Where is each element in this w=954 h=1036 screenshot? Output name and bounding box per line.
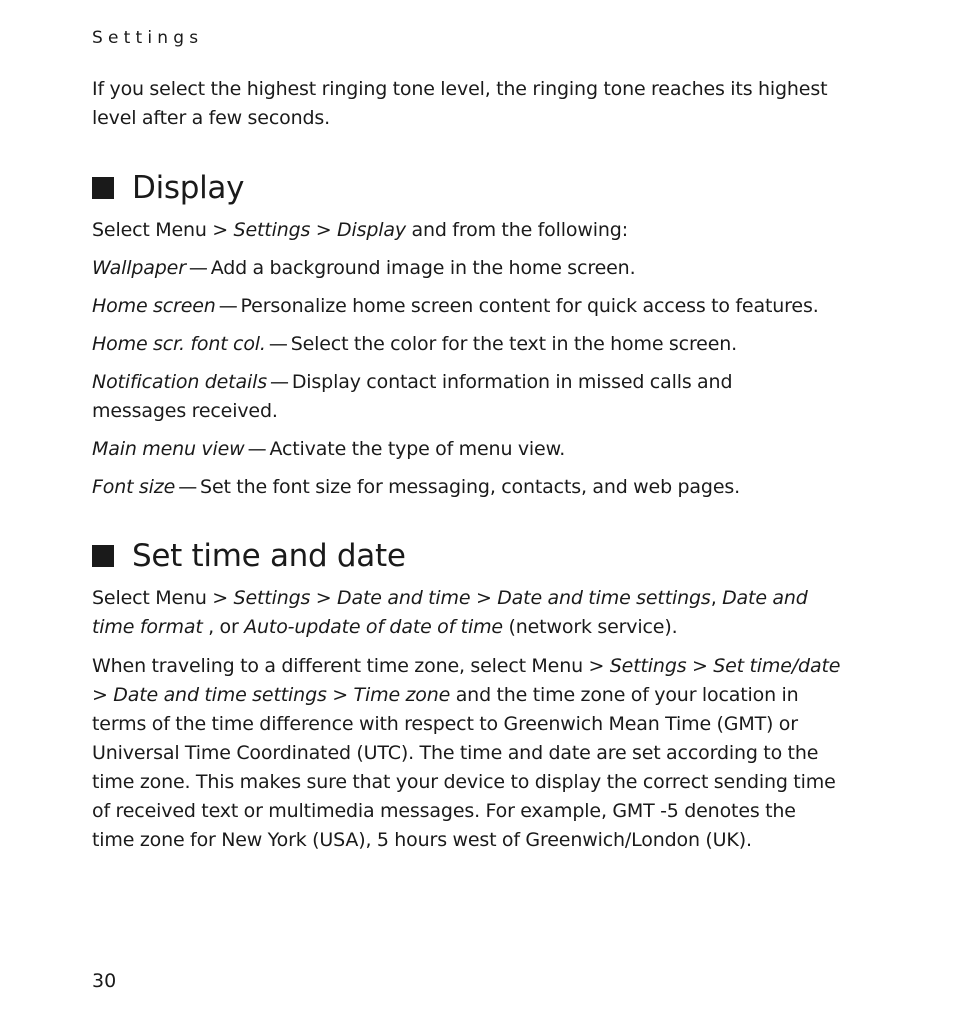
time-zone-label: Time zone (353, 684, 451, 706)
em-dash: — (218, 295, 238, 317)
page-number: 30 (92, 970, 117, 992)
text-select: Select (92, 587, 156, 609)
path-separator: > (583, 655, 610, 677)
text-lead: When traveling to a different time zone, select (92, 655, 532, 677)
display-menu-path (92, 216, 842, 245)
settings-label: Settings (233, 587, 311, 609)
text-tail: (network service). (502, 616, 678, 638)
path-separator: > (686, 655, 714, 677)
em-dash: — (178, 476, 198, 498)
path-separator: > (326, 684, 354, 706)
em-dash: — (188, 257, 208, 279)
menu-label: Menu (155, 219, 207, 241)
option-term: Wallpaper (92, 257, 186, 279)
set-time-date-label: Set time/date (713, 655, 841, 677)
section-heading-display (92, 168, 244, 208)
option-desc: Display contact information in missed calls and messages received. (92, 371, 733, 422)
text-or: , or (202, 616, 245, 638)
option-main-menu-view (92, 435, 842, 464)
path-separator: > (470, 587, 498, 609)
auto-update-label: Auto-update of date of time (244, 616, 503, 638)
intro-paragraph: If you select the highest ringing tone level, the ringing tone reaches its highest level after a few seconds. (92, 78, 828, 129)
path-separator: > (310, 219, 338, 241)
comma: , (710, 587, 723, 609)
em-dash: — (268, 333, 288, 355)
settings-label: Settings (233, 219, 311, 241)
date-and-time-label: Date and time (337, 587, 471, 609)
heading-square-icon (92, 177, 114, 199)
path-separator: > (206, 587, 234, 609)
em-dash: — (269, 371, 289, 393)
option-home-font-color (92, 330, 842, 359)
menu-label: Menu (155, 587, 207, 609)
option-desc: Select the color for the text in the home screen. (290, 333, 738, 355)
option-home-screen (92, 292, 842, 321)
heading-text: Display (132, 170, 245, 206)
path-separator: > (92, 684, 114, 706)
option-term: Main menu view (92, 438, 245, 460)
section-heading-time-date (92, 536, 406, 576)
text-tail: and the time zone of your location in terms of the time difference with respect to Greenwich Mean Time (GMT) or Universal Time Coordinated (UTC). The time and date are set according to the time zone. This makes sure that your device to display the correct sending time of received text or multimedia messages. For example, GMT -5 denotes the time zone for New York (USA), 5 hours west of Greenwich/London (UK). (92, 684, 836, 851)
option-term: Home screen (92, 295, 216, 317)
time-menu-path (92, 584, 832, 642)
option-term: Home scr. font col. (92, 333, 266, 355)
heading-square-icon (92, 545, 114, 567)
date-time-settings-label: Date and time settings (113, 684, 327, 706)
option-desc: Personalize home screen content for quick access to features. (240, 295, 819, 317)
heading-text: Set time and date (132, 538, 406, 574)
option-font-size (92, 473, 842, 502)
display-label: Display (337, 219, 407, 241)
date-time-settings-label: Date and time settings (497, 587, 711, 609)
text-suffix: and from the following: (406, 219, 628, 241)
option-desc: Set the font size for messaging, contacts, and web pages. (200, 476, 740, 498)
time-zone-paragraph (92, 652, 842, 855)
option-wallpaper (92, 254, 842, 283)
option-desc: Add a background image in the home screen. (210, 257, 636, 279)
running-header: Settings (92, 28, 204, 48)
path-separator: > (310, 587, 338, 609)
option-term: Font size (92, 476, 176, 498)
settings-label: Settings (609, 655, 687, 677)
option-desc: Activate the type of menu view. (269, 438, 566, 460)
date-time-format-label: Date and time format (92, 587, 808, 638)
menu-label: Menu (531, 655, 583, 677)
option-notification-details (92, 368, 822, 426)
path-separator: > (206, 219, 234, 241)
text-select: Select (92, 219, 156, 241)
option-term: Notification details (92, 371, 267, 393)
em-dash: — (247, 438, 267, 460)
